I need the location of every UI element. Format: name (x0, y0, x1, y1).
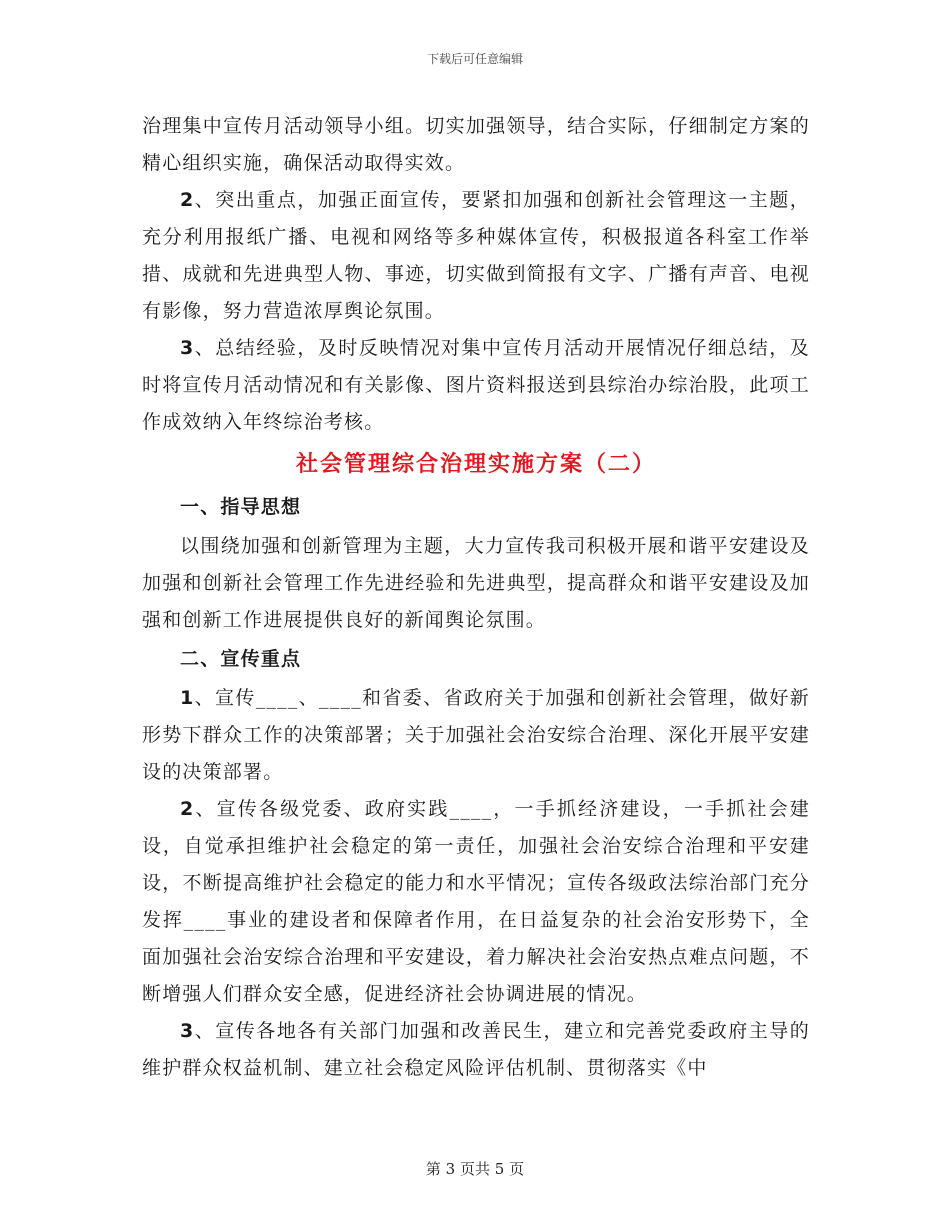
paragraph-continuation: 治理集中宣传月活动领导小组。切实加强领导，结合实际，仔细制定方案的精心组织实施，确保活动取得实效。 (142, 115, 810, 174)
focus-item-3 (142, 1013, 810, 1087)
document-title: 社会管理综合治理实施方案（二） (295, 452, 656, 477)
section-guiding-text: 以围绕加强和创新管理为主题，大力宣传我司积极开展和谐平安建设及加强和创新社会管理工作先进经验和先进典型，提高群众和谐平安建设及加强和创新工作进展提供良好的新闻舆论氛围。 (142, 535, 810, 631)
document-body (142, 108, 810, 1087)
item-number: 1 (180, 687, 195, 709)
item-number: 2 (180, 189, 195, 211)
item-text: 、宣传各级党委、政府实践____，一手抓经济建设，一手抓社会建设，自觉承担维护社会稳定的第一责任，加强社会治安综合治理和平安建设，不断提高维护社会稳定的能力和水平情况；宣传各级政法综治部门充分发挥____事业的建设者和保障者作用，在日益复杂的社会治安形势下，全面加强社会治安综合治理和平安建设，着力解决社会治安热点难点问题，不断增强人们群众安全感，促进经济社会协调进展的情况。 (142, 798, 810, 1005)
paragraph-item-3 (142, 330, 810, 441)
section-heading-guiding: 一、指导思想 (180, 496, 302, 518)
item-number: 3 (180, 1020, 195, 1042)
focus-item-2 (142, 791, 810, 1013)
focus-item-1 (142, 680, 810, 791)
header-note: 下载后可任意编辑 (426, 52, 523, 66)
page-number-footer: 第 3 页共 5 页 (425, 1160, 525, 1178)
paragraph-item-2 (142, 182, 810, 330)
item-number: 3 (180, 337, 195, 359)
item-text: 、宣传____、____和省委、省政府关于加强和创新社会管理，做好新形势下群众工作的决策部署；关于加强社会治安综合治理、深化开展平安建设的决策部署。 (142, 687, 810, 783)
item-text: 、总结经验，及时反映情况对集中宣传月活动开展情况仔细总结，及时将宣传月活动情况和有关影像、图片资料报送到县综治办综治股，此项工作成效纳入年终综治考核。 (142, 337, 810, 433)
item-text: 、突出重点，加强正面宣传，要紧扣加强和创新社会管理这一主题，充分利用报纸广播、电视和网络等多种媒体宣传，积极报道各科室工作举措、成就和先进典型人物、事迹，切实做到简报有文字、广播有声音、电视有影像，努力营造浓厚舆论氛围。 (142, 189, 810, 322)
section-heading-focus: 二、宣传重点 (180, 648, 302, 670)
item-number: 2 (180, 798, 195, 820)
item-text: 、宣传各地各有关部门加强和改善民生，建立和完善党委政府主导的维护群众权益机制、建立社会稳定风险评估机制、贯彻落实《中 (142, 1020, 810, 1079)
